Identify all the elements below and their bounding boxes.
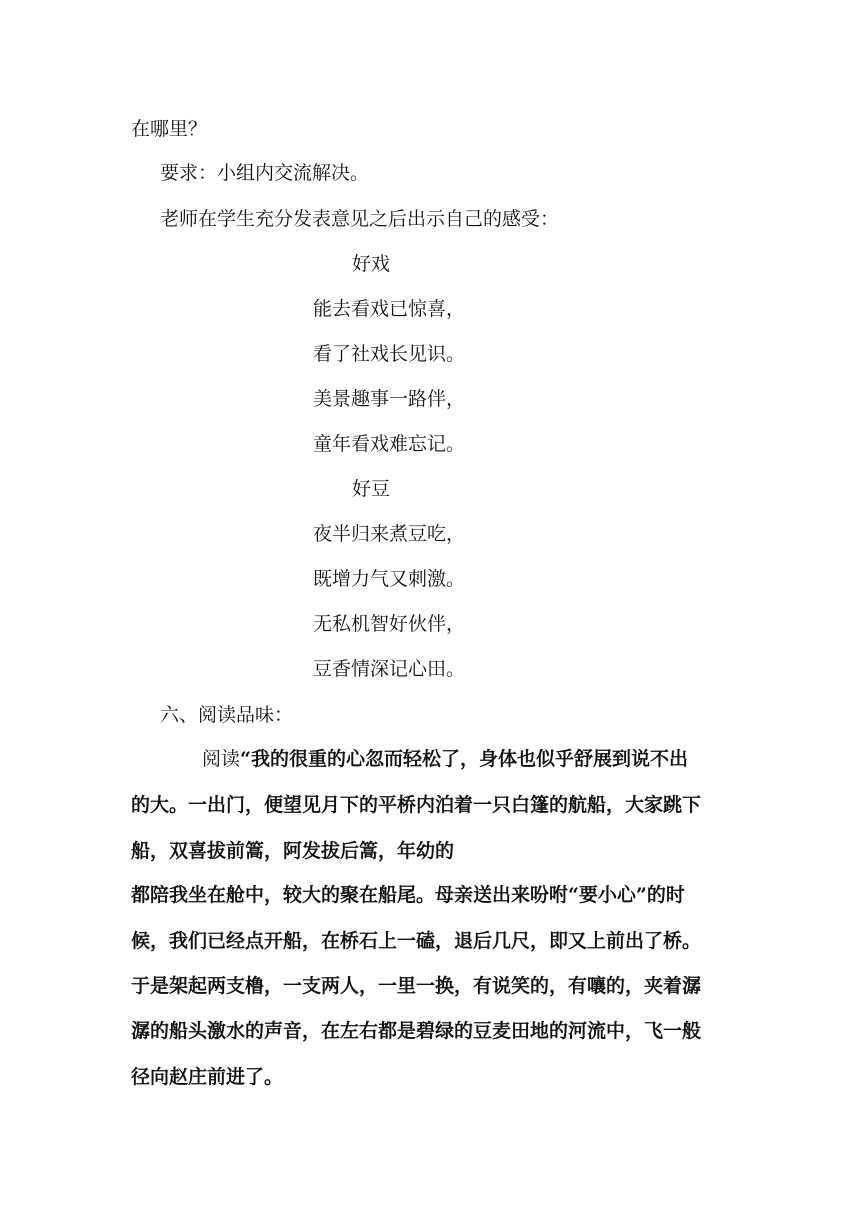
continuation-text: 在哪里？ bbox=[131, 118, 208, 140]
reading-line: 候，我们已经点开船，在桥石上一磕，退后几尺，即又上前出了桥。 bbox=[131, 930, 702, 952]
reading-line: 的大。一出门，便望见月下的平桥内泊着一只白篷的航船，大家跳下 bbox=[131, 794, 702, 816]
section-heading: 六、阅读品味： bbox=[160, 704, 294, 726]
reading-line: 都陪我坐在舱中，较大的聚在船尾。母亲送出来吩咐“要小心”的时 bbox=[131, 884, 685, 906]
poem-line: 童年看戏难忘记。 bbox=[313, 433, 466, 455]
reading-line: 潺的船头激水的声音，在左右都是碧绿的豆麦田地的河流中，飞一般 bbox=[131, 1020, 702, 1042]
reading-line: 径向赵庄前进了。 bbox=[131, 1066, 284, 1088]
poem-line: 既增力气又刺激。 bbox=[313, 568, 466, 590]
reading-line: 船，双喜拔前篙，阿发拔后篙，年幼的 bbox=[131, 840, 455, 862]
poem-title: 好豆 bbox=[352, 478, 391, 500]
reading-line: 于是架起两支橹，一支两人，一里一换，有说笑的，有嚷的，夹着潺 bbox=[131, 975, 702, 997]
poem-line: 能去看戏已惊喜， bbox=[313, 298, 466, 320]
poem-line: 美景趣事一路伴， bbox=[313, 388, 466, 410]
poem-line: 夜半归来煮豆吃， bbox=[313, 523, 466, 545]
requirement-text: 要求：小组内交流解决。 bbox=[160, 162, 370, 184]
poem-line: 看了社戏长见识。 bbox=[313, 343, 466, 365]
poem-line: 豆香情深记心田。 bbox=[313, 658, 466, 680]
teacher-note: 老师在学生充分发表意见之后出示自己的感受： bbox=[160, 208, 560, 230]
reading-prefix: 阅读 bbox=[202, 748, 241, 770]
poem-line: 无私机智好伙伴， bbox=[313, 613, 466, 635]
reading-quote: “我的很重的心忽而轻松了，身体也似乎舒展到说不出 bbox=[240, 748, 688, 770]
reading-line bbox=[202, 746, 688, 772]
poem-title: 好戏 bbox=[352, 253, 391, 275]
